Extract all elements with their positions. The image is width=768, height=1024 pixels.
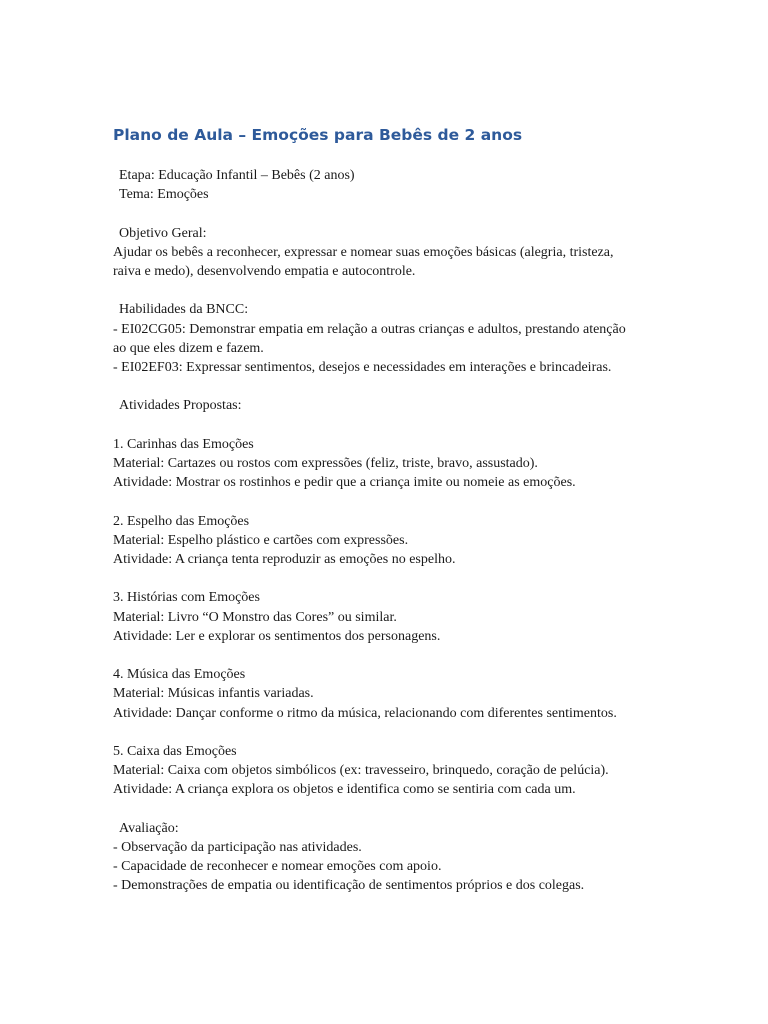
atividade-descricao: Atividade: Ler e explorar os sentimentos dos personagens.: [113, 628, 441, 644]
spacer: [113, 281, 673, 300]
objetivo-line: Ajudar os bebês a reconhecer, expressar e nomear suas emoções básicas (alegria, tristeza,: [113, 244, 614, 260]
objetivo-heading: Objetivo Geral:: [119, 225, 207, 241]
spacer: [113, 416, 673, 435]
objetivo-line: raiva e medo), desenvolvendo empatia e autocontrole.: [113, 264, 416, 279]
atividade-title: 2. Espelho das Emoções: [113, 513, 250, 529]
atividade-descricao: Atividade: A criança explora os objetos e identifica como se sentiria com cada um.: [113, 782, 576, 798]
avaliacao-line: - Observação da participação nas atividades.: [113, 839, 362, 855]
atividade-title: 5. Caixa das Emoções: [113, 743, 237, 759]
atividade-descricao: Atividade: Dançar conforme o ritmo da música, relacionando com diferentes sentimentos.: [113, 705, 617, 721]
document-content: [113, 124, 673, 896]
atividade-title: 1. Carinhas das Emoções: [113, 436, 254, 452]
atividade-descricao: Atividade: Mostrar os rostinhos e pedir que a criança imite ou nomeie as emoções.: [113, 475, 576, 491]
spacer: [113, 569, 673, 588]
document-body: [113, 166, 673, 896]
document-title: Plano de Aula – Emoções para Bebês de 2 anos: [113, 126, 523, 144]
atividade-title: 3. Histórias com Emoções: [113, 590, 260, 606]
atividade-title: 4. Música das Emoções: [113, 667, 246, 683]
habilidade-line: - EI02EF03: Expressar sentimentos, desejos e necessidades em interações e brincadeiras.: [113, 360, 612, 375]
atividades-heading: Atividades Propostas:: [119, 398, 242, 414]
spacer: [113, 646, 673, 665]
atividade-descricao: Atividade: A criança tenta reproduzir as emoções no espelho.: [113, 551, 456, 567]
atividade-material: Material: Livro “O Monstro das Cores” ou similar.: [113, 609, 397, 625]
atividade-material: Material: Caixa com objetos simbólicos (ex: travesseiro, brinquedo, coração de pelúcia).: [113, 763, 609, 779]
avaliacao-line: - Demonstrações de empatia ou identificação de sentimentos próprios e dos colegas.: [113, 878, 585, 894]
spacer: [113, 204, 673, 223]
habilidades-heading: Habilidades da BNCC:: [119, 302, 249, 318]
avaliacao-line: - Capacidade de reconhecer e nomear emoções com apoio.: [113, 859, 442, 875]
spacer: [113, 492, 673, 511]
habilidade-line: ao que eles dizem e fazem.: [113, 340, 264, 356]
tema-line: Tema: Emoções: [119, 187, 209, 203]
spacer: [113, 377, 673, 396]
atividade-material: Material: Espelho plástico e cartões com expressões.: [113, 532, 409, 548]
etapa-line: Etapa: Educação Infantil – Bebês (2 anos): [119, 168, 355, 183]
habilidade-line: - EI02CG05: Demonstrar empatia em relação a outras crianças e adultos, prestando atenção: [113, 321, 626, 337]
avaliacao-heading: Avaliação:: [119, 820, 179, 836]
atividade-material: Material: Cartazes ou rostos com expressões (feliz, triste, bravo, assustado).: [113, 455, 538, 471]
spacer: [113, 800, 673, 819]
atividade-material: Material: Músicas infantis variadas.: [113, 686, 314, 702]
spacer: [113, 723, 673, 742]
